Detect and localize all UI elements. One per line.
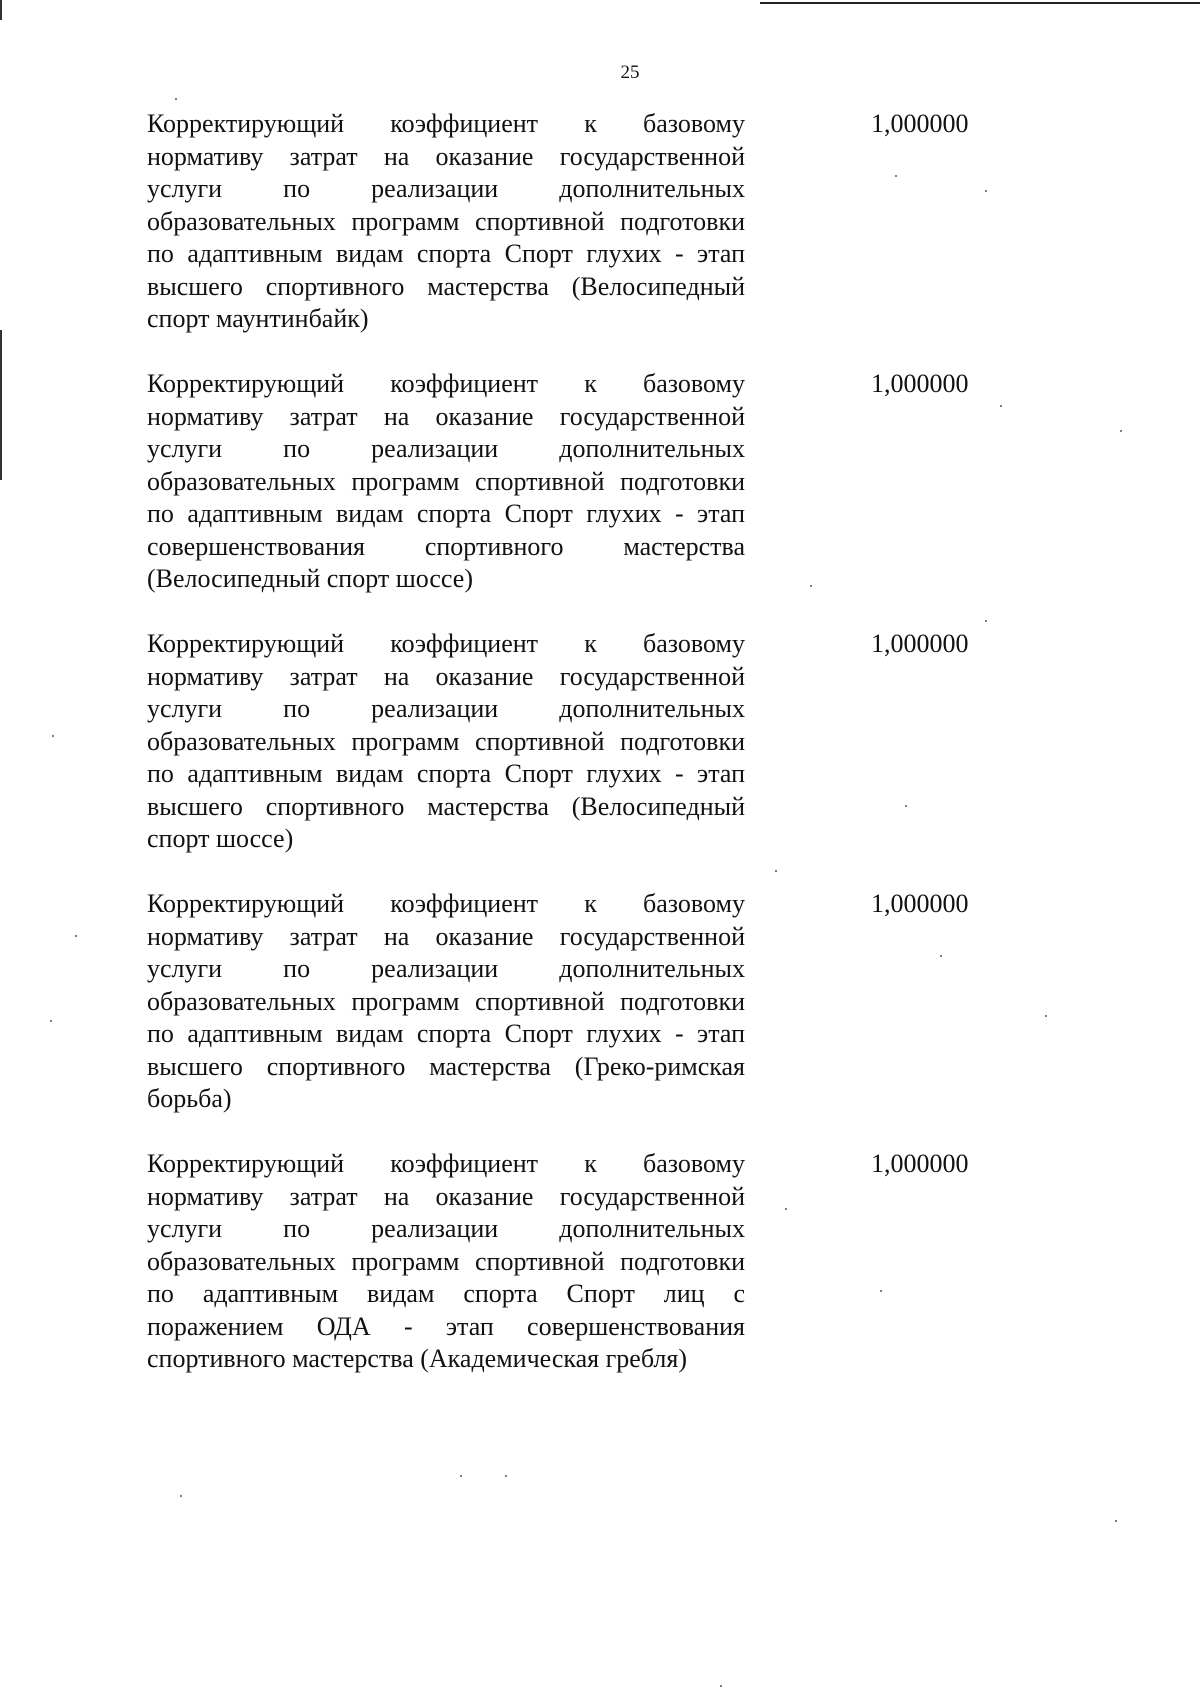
scan-speck [985, 190, 987, 192]
scan-speck [940, 955, 942, 957]
coefficient-entry-5 [147, 1148, 1097, 1408]
scan-speck [460, 1475, 462, 1477]
coefficient-value: 1,000000 [871, 1149, 969, 1178]
coefficient-value: 1,000000 [871, 629, 969, 658]
scan-speck [505, 1475, 507, 1477]
scan-speck [1115, 1520, 1117, 1522]
scan-edge-mark [0, 0, 2, 20]
scan-speck [905, 805, 907, 807]
scan-speck [810, 585, 812, 587]
coefficient-description: Корректирующий коэффициент к базовому нормативу затрат на оказание государственной услуги по реализации дополнительных образовательных программ спортивной подготовки по адаптивным видам спорта Спорт глухих - этап высшего спортивного мастерства (Греко-римская борьба) [147, 889, 745, 1113]
coefficient-description: Корректирующий коэффициент к базовому нормативу затрат на оказание государственной услуги по реализации дополнительных образовательных программ спортивной подготовки по адаптивным видам спорта Спорт глухих - этап совершенствования спортивного мастерства (Велосипедный спорт шоссе) [147, 369, 745, 593]
scan-speck [895, 175, 897, 177]
coefficient-list [147, 108, 1097, 1408]
scan-speck [880, 1290, 882, 1292]
coefficient-entry-2 [147, 368, 1097, 628]
coefficient-entry-3 [147, 628, 1097, 888]
scan-speck [1045, 1015, 1047, 1017]
coefficient-description: Корректирующий коэффициент к базовому нормативу затрат на оказание государственной услуги по реализации дополнительных образовательных программ спортивной подготовки по адаптивным видам спорта Спорт лиц с поражением ОДА - этап совершенствования спортивного мастерства (Академическая гребля) [147, 1149, 745, 1373]
scan-speck [1120, 430, 1122, 432]
coefficient-entry-1 [147, 108, 1097, 368]
scan-speck [180, 1495, 182, 1497]
scan-left-line [0, 330, 2, 480]
scan-top-line [760, 2, 1200, 4]
page-number: 25 [620, 62, 640, 83]
scan-speck [1000, 405, 1002, 407]
scan-speck [75, 935, 77, 937]
coefficient-description: Корректирующий коэффициент к базовому нормативу затрат на оказание государственной услуги по реализации дополнительных образовательных программ спортивной подготовки по адаптивным видам спорта Спорт глухих - этап высшего спортивного мастерства (Велосипедный спорт маунтинбайк) [147, 109, 745, 333]
scan-speck [175, 98, 177, 100]
scan-speck [52, 735, 54, 737]
coefficient-value: 1,000000 [871, 109, 969, 138]
coefficient-entry-4 [147, 888, 1097, 1148]
scan-speck [720, 1685, 722, 1687]
scan-speck [985, 620, 987, 622]
coefficient-value: 1,000000 [871, 369, 969, 398]
coefficient-description: Корректирующий коэффициент к базовому нормативу затрат на оказание государственной услуги по реализации дополнительных образовательных программ спортивной подготовки по адаптивным видам спорта Спорт глухих - этап высшего спортивного мастерства (Велосипедный спорт шоссе) [147, 629, 745, 853]
coefficient-value: 1,000000 [871, 889, 969, 918]
scan-speck [50, 1020, 52, 1022]
scan-speck [785, 1208, 787, 1210]
scan-speck [775, 870, 777, 872]
